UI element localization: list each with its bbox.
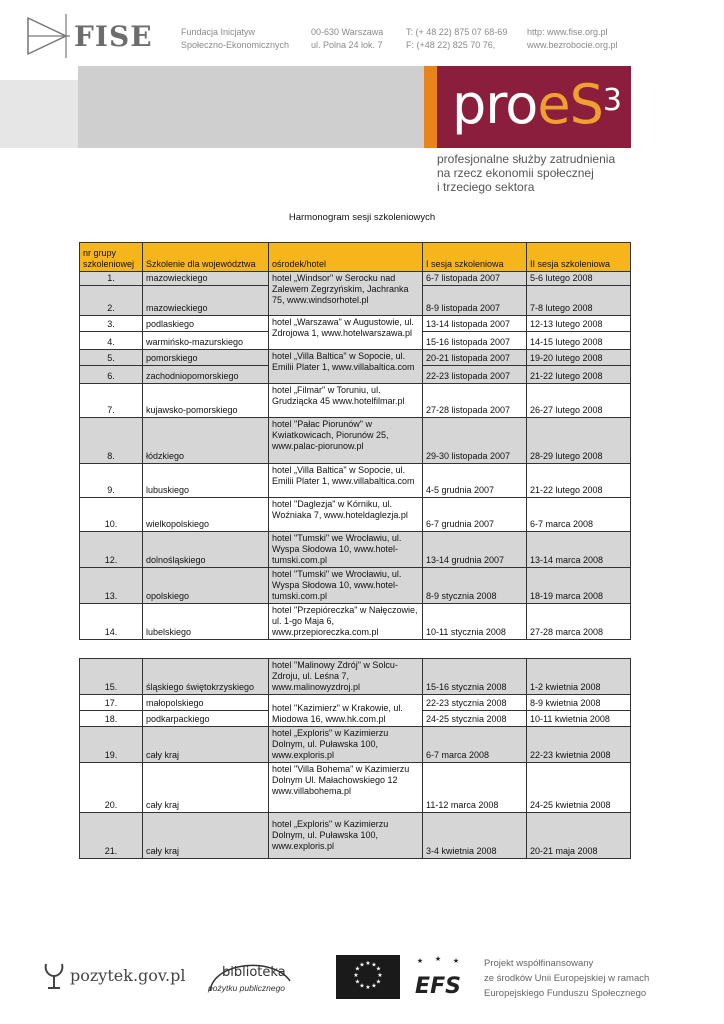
header-cell-session-1: I sesja szkoleniowa	[423, 243, 527, 272]
cell-nr: 13.	[80, 568, 143, 604]
cell-session-1: 29-30 listopada 2007	[423, 418, 527, 464]
cofinancing-line-2: ze środków Unii Europejskiej w ramach	[484, 973, 650, 984]
efs-logo-icon	[408, 955, 468, 999]
cell-session-2: 26-27 lutego 2008	[527, 384, 631, 418]
svg-text:★: ★	[416, 957, 424, 965]
header-org	[181, 26, 289, 52]
document-title: Harmonogram sesji szkoleniowych	[288, 212, 436, 223]
cell-session-1: 8-9 listopada 2007	[423, 286, 527, 316]
proes-superscript: 3	[602, 83, 621, 118]
cell-voivodeship: opolskiego	[143, 568, 269, 604]
cell-nr: 2.	[80, 286, 143, 316]
cell-nr: 20.	[80, 763, 143, 813]
svg-text:★: ★	[353, 972, 359, 979]
web-link-1[interactable]: http: www.fise.org.pl	[527, 27, 608, 37]
svg-text:★: ★	[375, 965, 382, 973]
cell-voivodeship: małopolskiego	[143, 695, 269, 711]
header-cell-session-2: II sesja szkoleniowa	[527, 243, 631, 272]
cell-session-2: 20-21 maja 2008	[527, 813, 631, 859]
svg-text:★: ★	[377, 972, 383, 979]
header-address	[311, 26, 383, 52]
table-row	[80, 350, 631, 366]
cell-hotel: hotel "Tumski" we Wrocławiu, ul. Wyspa Słodowa 10, www.hotel-tumski.com.pl	[269, 532, 423, 568]
svg-text:★: ★	[365, 960, 371, 967]
svg-text:★: ★	[371, 961, 377, 969]
cell-session-2: 8-9 kwietnia 2008	[527, 695, 631, 711]
cell-voivodeship: śląskiego świętokrzyskiego	[143, 659, 269, 695]
cell-session-2: 1-2 kwietnia 2008	[527, 659, 631, 695]
table-row	[80, 498, 631, 532]
cell-nr: 1.	[80, 272, 143, 286]
header-cell-hotel: ośrodek/hotel	[269, 243, 423, 272]
table-row	[80, 272, 631, 286]
svg-text:★: ★	[354, 965, 361, 973]
svg-text:★: ★	[365, 984, 371, 991]
cell-nr: 5.	[80, 350, 143, 366]
proes-pro: pro	[452, 73, 538, 136]
cell-session-1: 15-16 stycznia 2008	[423, 659, 527, 695]
phone-line-1: T: (+ 48 22) 875 07 68-69	[406, 27, 508, 37]
cell-nr: 12.	[80, 532, 143, 568]
org-line-2: Społeczno-Ekonomicznych	[181, 40, 290, 50]
cell-nr: 19.	[80, 727, 143, 763]
cofinancing-line-1: Projekt współfinansowany	[484, 958, 594, 969]
svg-text:★: ★	[371, 982, 377, 990]
proes-s: S	[569, 73, 603, 136]
cell-hotel: hotel "Daglezja" w Kórniku, ul. Woźniaka 7, www.hoteldaglezja.pl	[269, 498, 423, 532]
cell-session-2: 6-7 marca 2008	[527, 498, 631, 532]
table-row	[80, 727, 631, 763]
table-row	[80, 316, 631, 332]
cell-voivodeship: podkarpackiego	[143, 711, 269, 727]
cell-session-1: 8-9 stycznia 2008	[423, 568, 527, 604]
cell-voivodeship: mazowieckiego	[143, 286, 269, 316]
table-row	[80, 813, 631, 859]
table-row	[80, 464, 631, 498]
decor-band-left	[0, 80, 78, 148]
cell-hotel: hotel „Windsor" w Serocku nad Zalewem Zegrzyńskim, Jachranka 75, www.windsorhotel.pl	[269, 272, 423, 316]
cell-session-2: 7-8 lutego 2008	[527, 286, 631, 316]
pozytek-icon	[42, 962, 66, 990]
cell-nr: 14.	[80, 604, 143, 640]
cell-hotel: hotel "Pałac Piorunów" w Kwiatkowicach, Piorunów 25, www.palac-piorunow.pl	[269, 418, 423, 464]
phone-line-2: F: (+48 22) 825 70 76,	[406, 40, 496, 50]
cell-nr: 17.	[80, 695, 143, 711]
pozytek-logo	[42, 962, 186, 995]
cell-session-1: 6-7 grudnia 2007	[423, 498, 527, 532]
proes-logo-strip	[424, 66, 437, 148]
cell-session-2: 14-15 lutego 2008	[527, 332, 631, 350]
cell-session-1: 24-25 stycznia 2008	[423, 711, 527, 727]
cell-session-1: 11-12 marca 2008	[423, 763, 527, 813]
cell-nr: 4.	[80, 332, 143, 350]
cell-voivodeship: dolnośląskiego	[143, 532, 269, 568]
table-row	[80, 532, 631, 568]
svg-text:★: ★	[375, 978, 382, 986]
cell-session-2: 22-23 kwietnia 2008	[527, 727, 631, 763]
cell-nr: 3.	[80, 316, 143, 332]
cell-voivodeship: warmińsko-mazurskiego	[143, 332, 269, 350]
web-link-2[interactable]: www.bezrobocie.org.pl	[527, 40, 618, 50]
cell-voivodeship: podlaskiego	[143, 316, 269, 332]
svg-text:★: ★	[434, 955, 442, 963]
header-cell-voivodeship: Szkolenie dla województwa	[143, 243, 269, 272]
cell-session-2: 21-22 lutego 2008	[527, 464, 631, 498]
cell-voivodeship: lubelskiego	[143, 604, 269, 640]
cell-hotel: hotel „Exploris" w Kazimierzu Dolnym, ul. Puławska 100, www.exploris.pl	[269, 727, 423, 763]
cell-session-1: 22-23 listopada 2007	[423, 366, 527, 384]
cell-session-1: 22-23 stycznia 2008	[423, 695, 527, 711]
cell-nr: 10.	[80, 498, 143, 532]
cell-hotel: hotel "Przepióreczka" w Nałęczowie, ul. 1-go Maja 6, www.przepioreczka.com.pl	[269, 604, 423, 640]
decor-band	[78, 66, 424, 148]
cell-hotel: hotel "Kazimierz" w Krakowie, ul. Miodowa 16, www.hk.com.pl	[269, 695, 423, 727]
cell-voivodeship: cały kraj	[143, 727, 269, 763]
table-header-row	[80, 243, 631, 272]
eu-flag-icon	[336, 955, 400, 999]
cell-session-1: 20-21 listopada 2007	[423, 350, 527, 366]
cell-nr: 7.	[80, 384, 143, 418]
table-row	[80, 763, 631, 813]
cell-hotel: hotel "Tumski" we Wrocławiu, ul. Wyspa Słodowa 10, www.hotel-tumski.com.pl	[269, 568, 423, 604]
cofinancing-note	[484, 956, 649, 1001]
proes-logo-text	[452, 70, 621, 140]
biblioteka-text: biblioteka	[222, 965, 286, 980]
cell-session-2: 28-29 lutego 2008	[527, 418, 631, 464]
proes-e: e	[537, 73, 570, 136]
pozytek-text: pozytek.gov.pl	[70, 966, 186, 985]
brand-tagline	[437, 152, 615, 194]
cell-session-2: 24-25 kwietnia 2008	[527, 763, 631, 813]
cell-hotel: hotel "Villa Bohema" w Kazimierzu Dolnym Ul. Małachowskiego 12 www.villabohema.pl	[269, 763, 423, 813]
cell-voivodeship: cały kraj	[143, 763, 269, 813]
cell-nr: 15.	[80, 659, 143, 695]
tagline-line-1: profesjonalne służby zatrudnienia	[437, 152, 616, 166]
cell-session-1: 4-5 grudnia 2007	[423, 464, 527, 498]
cell-session-2: 10-11 kwietnia 2008	[527, 711, 631, 727]
cell-session-2: 27-28 marca 2008	[527, 604, 631, 640]
cell-voivodeship: wielkopolskiego	[143, 498, 269, 532]
svg-text:★: ★	[354, 978, 361, 986]
cell-voivodeship: pomorskiego	[143, 350, 269, 366]
cell-hotel: hotel "Malinowy Zdrój" w Solcu-Zdroju, ul. Leśna 7, www.malinowyzdroj.pl	[269, 659, 423, 695]
header-cell-group: nr grupy szkoleniowej	[80, 243, 143, 272]
cell-hotel: hotel „Exploris" w Kazimierzu Dolnym, ul. Puławska 100, www.exploris.pl	[269, 813, 423, 859]
fise-logo-text: FISE	[74, 20, 153, 53]
cell-nr: 6.	[80, 366, 143, 384]
cell-session-2: 21-22 lutego 2008	[527, 366, 631, 384]
cell-session-1: 13-14 listopada 2007	[423, 316, 527, 332]
svg-text:★: ★	[359, 961, 365, 969]
schedule-table-continued	[79, 658, 631, 859]
cell-session-2: 18-19 marca 2008	[527, 568, 631, 604]
biblioteka-subtext: pożytku publicznego	[208, 983, 286, 993]
address-line-1: 00-630 Warszawa	[311, 27, 384, 37]
cell-session-1: 6-7 listopada 2007	[423, 272, 527, 286]
cell-voivodeship: cały kraj	[143, 813, 269, 859]
table-row	[80, 695, 631, 711]
biblioteka-logo	[204, 955, 296, 999]
cell-session-1: 13-14 grudnia 2007	[423, 532, 527, 568]
svg-text:★: ★	[452, 957, 460, 965]
cell-voivodeship: mazowieckiego	[143, 272, 269, 286]
cell-voivodeship: łódzkiego	[143, 418, 269, 464]
cell-session-1: 3-4 kwietnia 2008	[423, 813, 527, 859]
table-row	[80, 659, 631, 695]
cell-nr: 9.	[80, 464, 143, 498]
table-row	[80, 418, 631, 464]
cell-nr: 8.	[80, 418, 143, 464]
svg-text:★: ★	[359, 982, 365, 990]
schedule-table	[79, 242, 631, 640]
cell-voivodeship: kujawsko-pomorskiego	[143, 384, 269, 418]
table-row	[80, 568, 631, 604]
cell-session-1: 10-11 stycznia 2008	[423, 604, 527, 640]
cell-hotel: hotel „Filmar" w Toruniu, ul. Grudziącka 45 www.hotelfilmar.pl	[269, 384, 423, 418]
efs-logo-text: EFS	[415, 974, 461, 999]
cell-session-2: 5-6 lutego 2008	[527, 272, 631, 286]
cell-session-1: 27-28 listopada 2007	[423, 384, 527, 418]
cell-session-2: 12-13 lutego 2008	[527, 316, 631, 332]
cell-nr: 21.	[80, 813, 143, 859]
cell-session-2: 13-14 marca 2008	[527, 532, 631, 568]
cell-hotel: hotel „Villa Baltica" w Sopocie, ul. Emilii Plater 1, www.villabaltica.com	[269, 464, 423, 498]
cell-voivodeship: zachodniopomorskiego	[143, 366, 269, 384]
cell-hotel: hotel „Villa Baltica" w Sopocie, ul. Emilii Plater 1, www.villabaltica.com	[269, 350, 423, 384]
tagline-line-3: i trzeciego sektora	[437, 180, 535, 194]
cell-session-1: 6-7 marca 2008	[423, 727, 527, 763]
table-row	[80, 384, 631, 418]
header-phone	[406, 26, 507, 52]
cell-hotel: hotel „Warszawa" w Augustowie, ul. Zdrojowa 1, www.hotelwarszawa.pl	[269, 316, 423, 350]
table-row	[80, 604, 631, 640]
cell-nr: 18.	[80, 711, 143, 727]
cell-session-1: 15-16 listopada 2007	[423, 332, 527, 350]
org-line-1: Fundacja Inicjatyw	[181, 27, 256, 37]
cell-session-2: 19-20 lutego 2008	[527, 350, 631, 366]
address-line-2: ul. Polna 24 lok. 7	[311, 40, 383, 50]
header-web	[527, 26, 618, 52]
cofinancing-line-3: Europejskiego Funduszu Społecznego	[484, 988, 647, 999]
cell-voivodeship: lubuskiego	[143, 464, 269, 498]
tagline-line-2: na rzecz ekonomii społecznej	[437, 166, 594, 180]
